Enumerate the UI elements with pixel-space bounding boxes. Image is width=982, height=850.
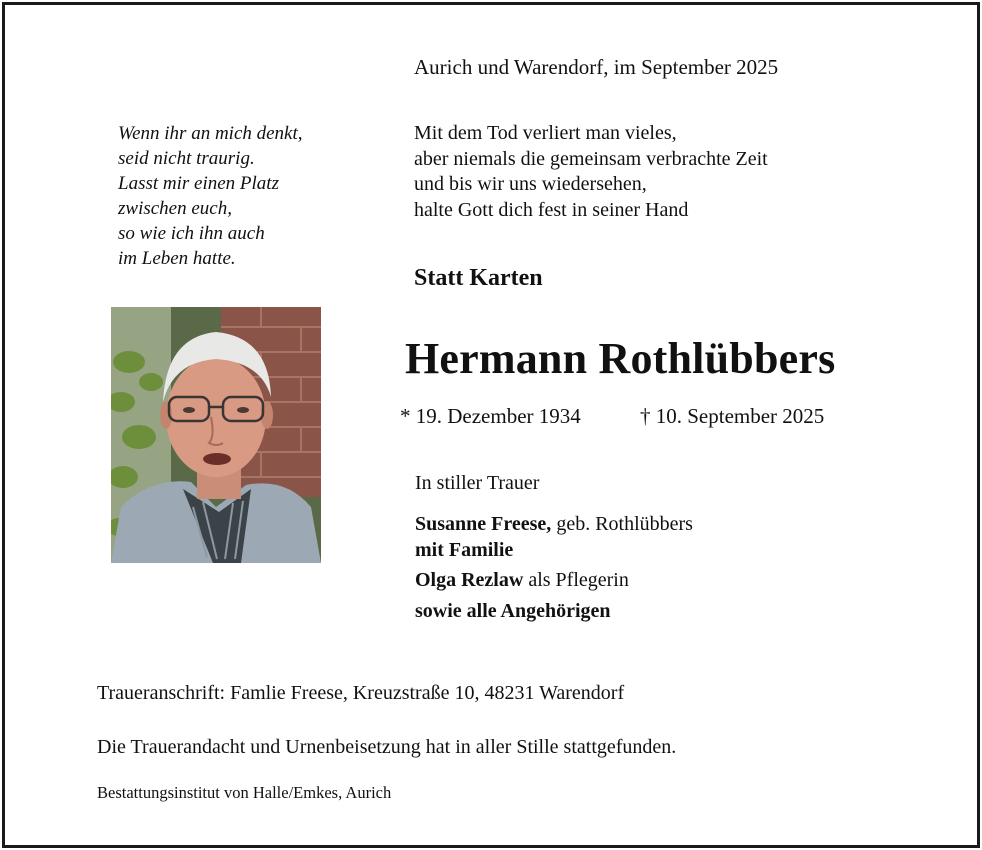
mourner-line <box>415 600 611 623</box>
verse-line: und bis wir uns wiedersehen, <box>414 173 647 195</box>
place-date: Aurich und Warendorf, im September 2025 <box>414 55 779 79</box>
poem-line: seid nicht traurig. <box>118 148 255 169</box>
poem-line: Wenn ihr an mich denkt, <box>118 123 303 144</box>
poem-line: im Leben hatte. <box>118 248 236 269</box>
mourner-note: geb. Rothlübbers <box>551 513 693 535</box>
verse-line: halte Gott dich fest in seiner Hand <box>414 198 689 221</box>
poem-line: Lasst mir einen Platz <box>118 173 279 194</box>
mourner-line <box>415 539 513 562</box>
birth-date: * 19. Dezember 1934 <box>400 404 581 428</box>
poem <box>118 121 303 271</box>
mourning-intro: In stiller Trauer <box>415 472 540 494</box>
mourner-line <box>415 513 693 536</box>
deceased-name: Hermann Rothlübbers <box>405 334 836 383</box>
service-note: Die Trauerandacht und Urnenbeisetzung hat in aller Stille stattgefunden. <box>97 736 677 758</box>
mourner-name: Susanne Freese, <box>415 513 552 535</box>
statt-karten: Statt Karten <box>414 265 543 291</box>
mourner-name: mit Familie <box>415 539 514 561</box>
poem-line: so wie ich ihn auch <box>118 223 265 244</box>
verse-line: Mit dem Tod verliert man vieles, <box>414 122 677 144</box>
mourner-line <box>415 569 629 592</box>
poem-line: zwischen euch, <box>118 198 232 219</box>
mourner-name: sowie alle Angehörigen <box>415 600 611 622</box>
verse-line: aber niemals die gemeinsam verbrachte Zeit <box>414 147 768 170</box>
mourner-note: als Pflegerin <box>523 569 629 591</box>
mourning-address: Traueranschrift: Famlie Freese, Kreuzstraße 10, 48231 Warendorf <box>97 682 625 704</box>
verse <box>414 121 768 223</box>
portrait-photo <box>111 307 321 563</box>
mourner-name: Olga Rezlaw <box>415 569 524 591</box>
death-date: † 10. September 2025 <box>640 404 825 428</box>
undertaker: Bestattungsinstitut von Halle/Emkes, Aurich <box>97 783 392 802</box>
